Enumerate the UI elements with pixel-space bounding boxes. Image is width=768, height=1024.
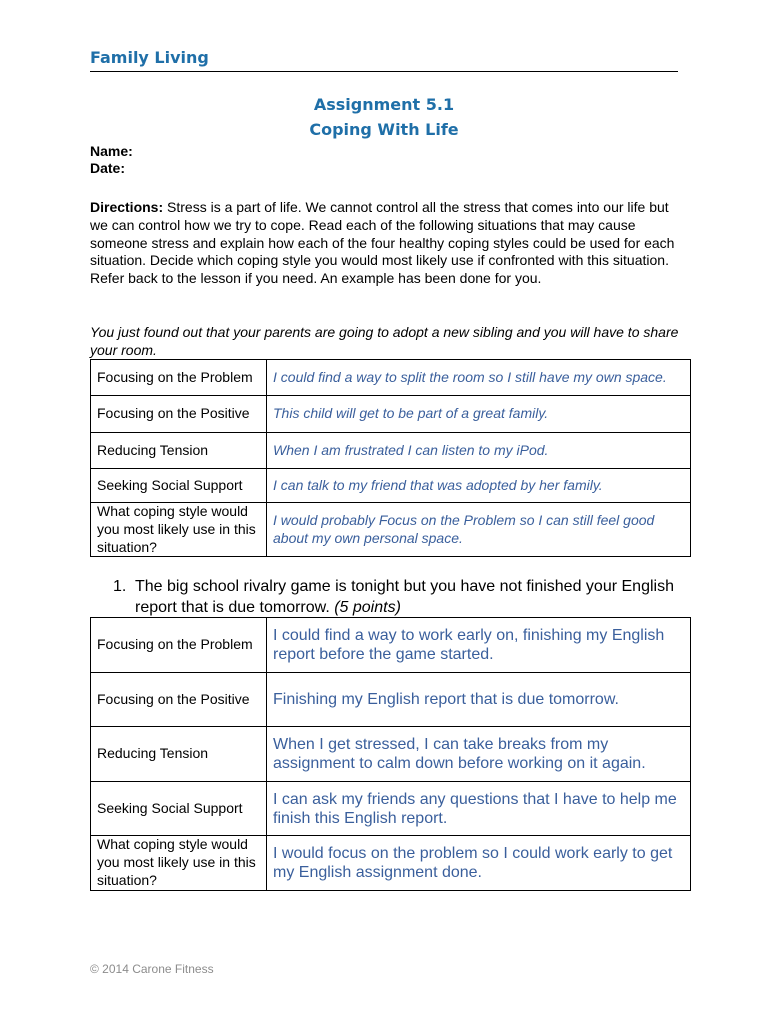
directions-text: Stress is a part of life. We cannot control all the stress that comes into our life but we can control how we try to cope. Read each of the following situations that may cause someone stress and explain how each of the four healthy coping styles could be used for each situation. Decide which coping style you would most likely use if confronted with this situation. Refer back to the lesson if you need. An example has been done for you.: [90, 199, 675, 287]
table-row: [91, 433, 691, 469]
coping-answer: I can talk to my friend that was adopted by her family.: [267, 469, 691, 503]
header-divider: [90, 71, 678, 72]
question-text: The big school rivalry game is tonight but you have not finished your English report that is due tomorrow.: [135, 578, 674, 616]
coping-style-label: Seeking Social Support: [91, 782, 267, 836]
directions-paragraph: [90, 199, 682, 288]
date-label: Date:: [90, 160, 126, 176]
directions-label: Directions:: [90, 199, 164, 215]
example-scenario: You just found out that your parents are going to adopt a new sibling and you will have to share your room.: [90, 324, 679, 358]
coping-answer: I would probably Focus on the Problem so I can still feel good about my own personal space.: [267, 503, 691, 557]
coping-answer: I would focus on the problem so I could work early to get my English assignment done.: [267, 836, 691, 891]
example-coping-table: [90, 359, 691, 557]
coping-answer: I could find a way to work early on, finishing my English report before the game started.: [267, 618, 691, 673]
coping-style-label: What coping style would you most likely use in this situation?: [91, 503, 267, 557]
coping-style-label: Seeking Social Support: [91, 469, 267, 503]
coping-style-label: Reducing Tension: [91, 433, 267, 469]
assignment-title: Coping With Life: [309, 120, 459, 139]
coping-answer: I can ask my friends any questions that I have to help me finish this English report.: [267, 782, 691, 836]
name-label: Name:: [90, 143, 133, 159]
course-title: Family Living: [90, 48, 209, 67]
table-row: [91, 503, 691, 557]
coping-answer: Finishing my English report that is due tomorrow.: [267, 673, 691, 727]
question-1: [113, 576, 693, 618]
coping-style-label: Focusing on the Problem: [91, 360, 267, 396]
coping-answer: When I get stressed, I can take breaks from my assignment to calm down before working on it again.: [267, 727, 691, 782]
coping-answer: When I am frustrated I can listen to my iPod.: [267, 433, 691, 469]
table-row: [91, 618, 691, 673]
copyright-footer: © 2014 Carone Fitness: [90, 962, 214, 976]
coping-style-label: Focusing on the Positive: [91, 673, 267, 727]
table-row: [91, 396, 691, 433]
coping-style-label: Focusing on the Problem: [91, 618, 267, 673]
coping-answer: I could find a way to split the room so I still have my own space.: [267, 360, 691, 396]
table-row: [91, 782, 691, 836]
question-number: 1.: [113, 578, 127, 595]
coping-style-label: Reducing Tension: [91, 727, 267, 782]
coping-style-label: Focusing on the Positive: [91, 396, 267, 433]
table-row: [91, 469, 691, 503]
table-row: [91, 727, 691, 782]
question-1-coping-table: [90, 617, 691, 891]
coping-style-label: What coping style would you most likely use in this situation?: [91, 836, 267, 891]
assignment-number: Assignment 5.1: [313, 95, 455, 114]
table-row: [91, 836, 691, 891]
table-row: [91, 360, 691, 396]
table-row: [91, 673, 691, 727]
coping-answer: This child will get to be part of a great family.: [267, 396, 691, 433]
question-text-wrap: [135, 576, 693, 618]
question-points: (5 points): [334, 599, 401, 616]
